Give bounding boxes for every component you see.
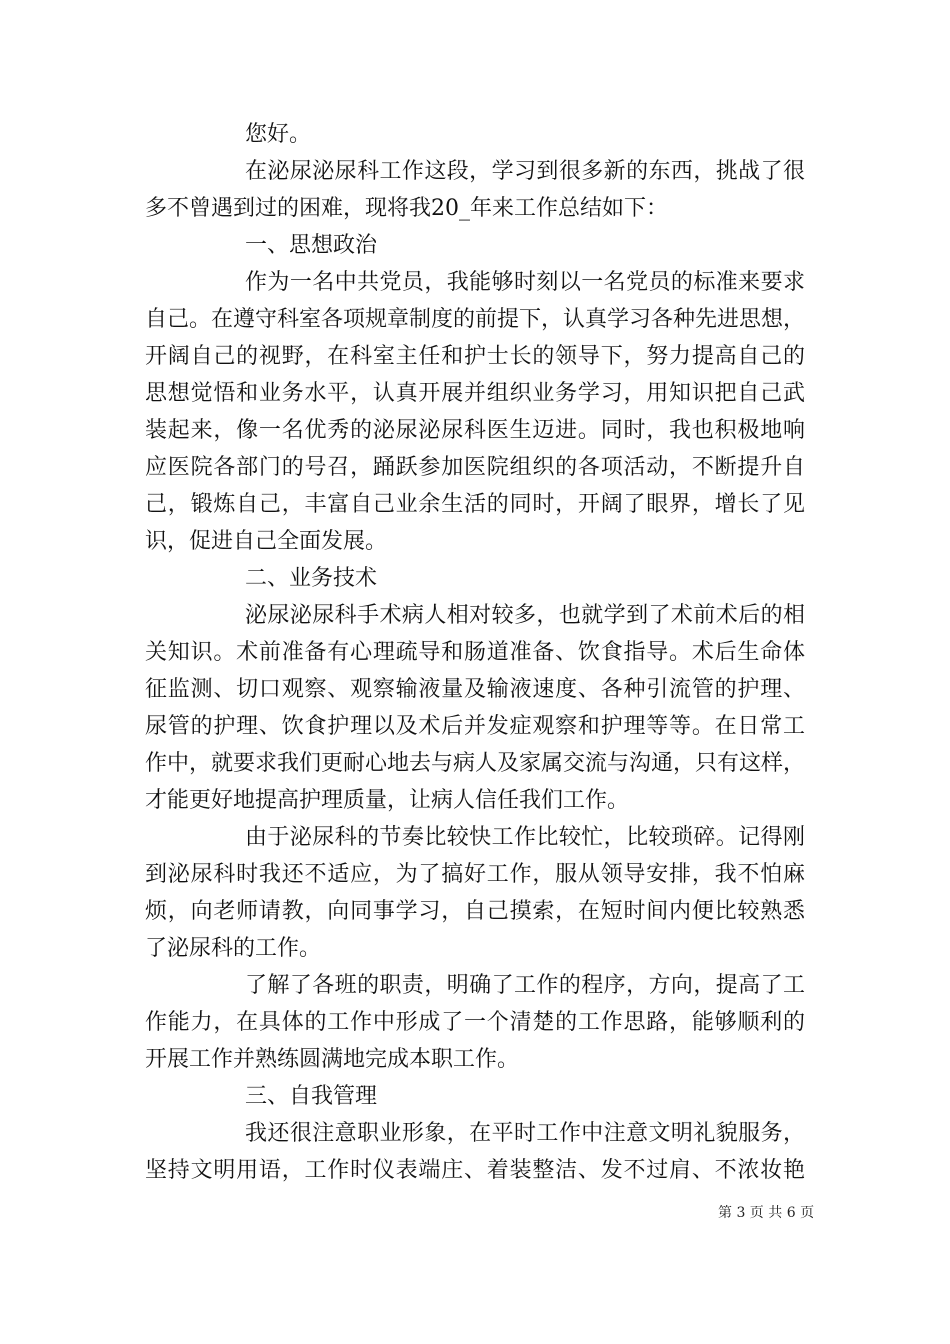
paragraph-line: 作中，就要求我们更耐心地去与病人及家属交流与沟通，只有这样，: [145, 751, 806, 776]
paragraph-line: 由于泌尿科的节奏比较快工作比较忙，比较琐碎。记得刚: [245, 825, 805, 850]
paragraph-line: 开展工作并熟练圆满地完成本职工作。: [145, 1047, 520, 1072]
paragraph-line: 烦，向老师请教，向同事学习，自己摸索，在短时间内便比较熟悉: [145, 899, 805, 924]
section-heading-1: 一、思想政治: [245, 233, 378, 258]
paragraph-line: 泌尿泌尿科手术病人相对较多，也就学到了术前术后的相: [245, 603, 805, 628]
paragraph-line: 了解了各班的职责，明确了工作的程序，方向，提高了工: [245, 973, 805, 998]
paragraph-line: 应医院各部门的号召，踊跃参加医院组织的各项活动，不断提升自: [145, 455, 805, 480]
paragraph-line: 识，促进自己全面发展。: [145, 529, 388, 554]
paragraph-line: 作为一名中共党员，我能够时刻以一名党员的标准来要求: [245, 270, 805, 295]
greeting-line: 您好。: [245, 122, 312, 147]
paragraph-line: 尿管的护理、饮食护理以及术后并发症观察和护理等等。在日常工: [145, 714, 805, 739]
intro-line-2: 多不曾遇到过的困难，现将我20_年来工作总结如下：: [145, 196, 668, 221]
section-heading-2: 二、业务技术: [245, 566, 378, 591]
paragraph-line: 装起来，像一名优秀的泌尿泌尿科医生迈进。同时，我也积极地响: [145, 418, 805, 443]
paragraph-line: 作能力，在具体的工作中形成了一个清楚的工作思路，能够顺利的: [145, 1010, 805, 1035]
section-heading-3: 三、自我管理: [245, 1084, 378, 1109]
paragraph-line: 开阔自己的视野，在科室主任和护士长的领导下，努力提高自己的: [145, 344, 805, 369]
paragraph-line: 自己。在遵守科室各项规章制度的前提下，认真学习各种先进思想，: [145, 307, 806, 332]
paragraph-line: 坚持文明用语，工作时仪表端庄、着装整洁、发不过肩、不浓妆艳: [145, 1158, 805, 1183]
page-number-footer: 第 3 页 共 6 页: [718, 1205, 815, 1221]
paragraph-line: 思想觉悟和业务水平，认真开展并组织业务学习，用知识把自己武: [145, 381, 805, 406]
paragraph-line: 关知识。术前准备有心理疏导和肠道准备、饮食指导。术后生命体: [145, 640, 805, 665]
paragraph-line: 征监测、切口观察、观察输液量及输液速度、各种引流管的护理、: [145, 677, 805, 702]
paragraph-line: 己，锻炼自己，丰富自己业余生活的同时，开阔了眼界，增长了见: [145, 492, 805, 517]
intro-line-1: 在泌尿泌尿科工作这段，学习到很多新的东西，挑战了很: [245, 159, 805, 184]
paragraph-line: 我还很注意职业形象，在平时工作中注意文明礼貌服务，: [245, 1121, 805, 1146]
paragraph-line: 才能更好地提高护理质量，让病人信任我们工作。: [145, 788, 630, 813]
paragraph-line: 到泌尿科时我还不适应，为了搞好工作，服从领导安排，我不怕麻: [145, 862, 805, 887]
paragraph-line: 了泌尿科的工作。: [145, 936, 322, 961]
